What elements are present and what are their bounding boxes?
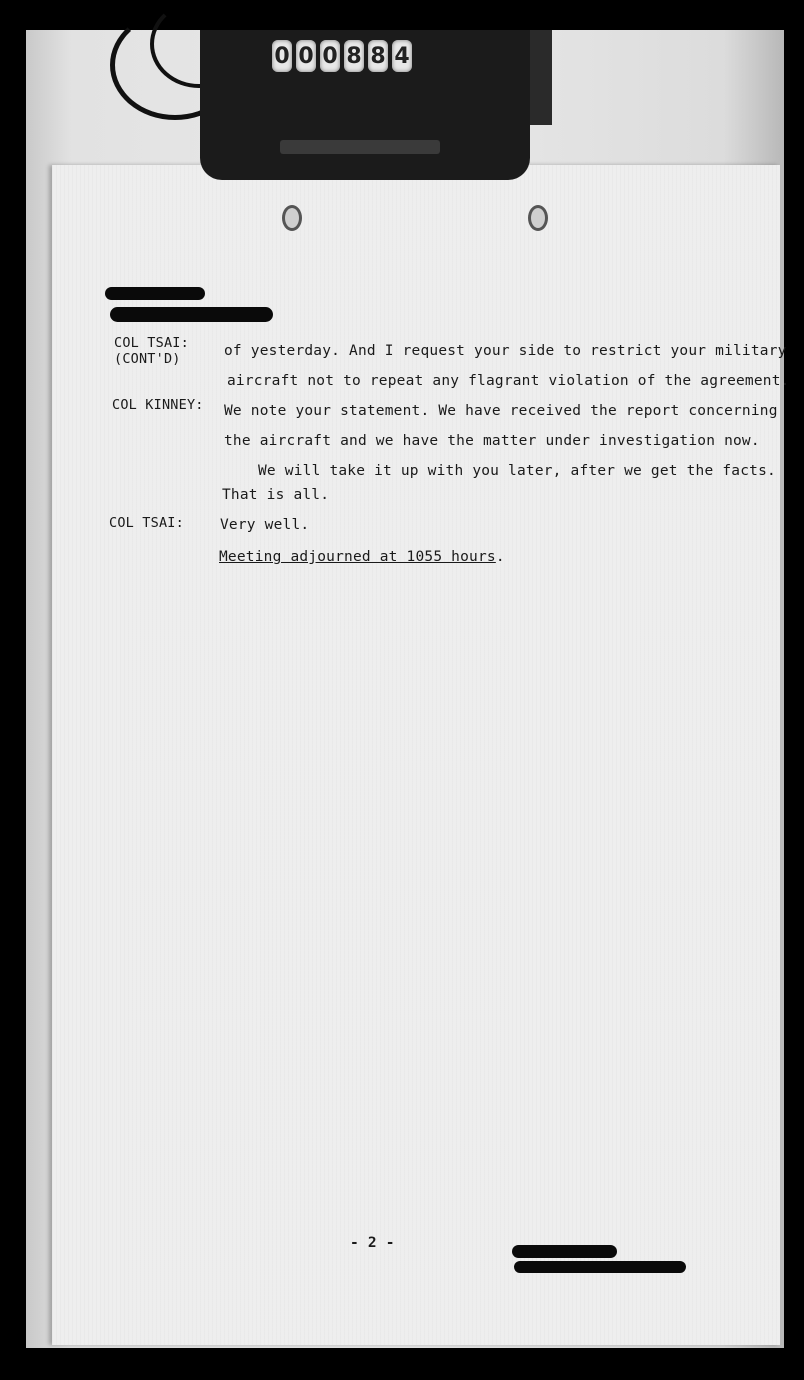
counter-digit: 4 [392,40,412,72]
counter-digit: 0 [296,40,316,72]
punch-hole [528,205,548,231]
document-page [52,165,790,1345]
adjourned-line [219,549,505,565]
transcript-line: We note your statement. We have received the report concerning [224,403,778,419]
counter-tab [530,30,552,125]
speaker-label: (CONT'D) [114,351,181,367]
transcript-line: Very well. [220,517,310,533]
speaker-label: COL TSAI: [114,335,189,351]
counter-digit: 0 [320,40,340,72]
transcript-line: the aircraft and we have the matter under investigation now. [224,433,760,449]
counter-digit: 0 [272,40,292,72]
transcript-line: of yesterday. And I request your side to restrict your military [224,343,787,359]
redaction-bar [512,1245,617,1258]
redaction-bar [110,307,273,322]
counter-digit: 8 [344,40,364,72]
speaker-label: COL KINNEY: [112,397,204,413]
redaction-bar [514,1261,686,1273]
counter-base [280,140,440,154]
transcript-line: aircraft not to repeat any flagrant violation of the agreement. [227,373,790,389]
frame-number [272,40,412,74]
transcript-line: We will take it up with you later, after we get the facts. [258,463,776,479]
redaction-bar [105,287,205,300]
adjourned-period: . [495,549,505,565]
page-number: - 2 - [350,1235,395,1251]
counter-digit: 8 [368,40,388,72]
punch-hole [282,205,302,231]
speaker-label: COL TSAI: [109,515,184,531]
transcript-line: That is all. [222,487,330,503]
adjourned-text: Meeting adjourned at 1055 hours [219,549,496,565]
